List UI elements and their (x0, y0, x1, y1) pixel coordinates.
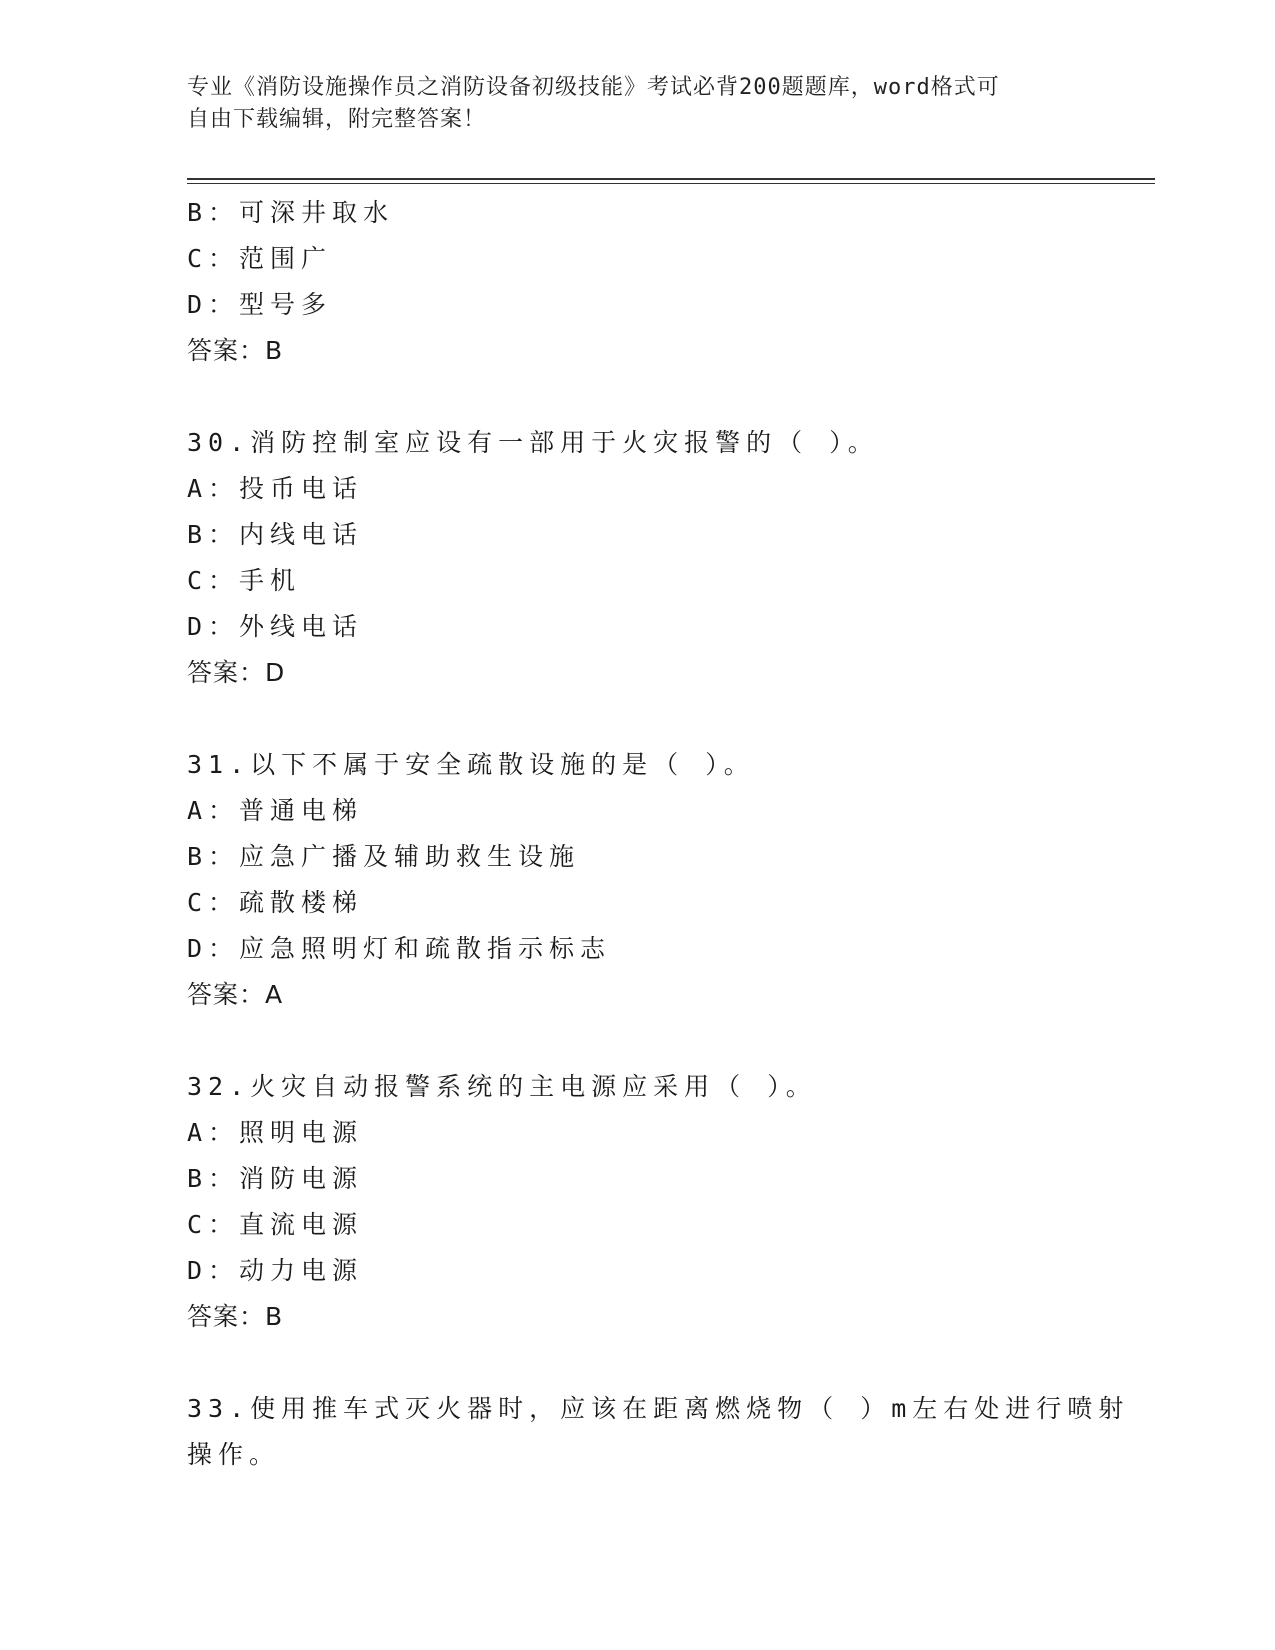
question-stem: 31.以下不属于安全疏散设施的是（ ）。 (187, 750, 755, 779)
answer-line: 答案：B (187, 1302, 284, 1331)
option-c: C：疏散楼梯 (187, 888, 364, 917)
option-d: D：外线电话 (187, 612, 364, 641)
question-stem: 32.火灾自动报警系统的主电源应采用（ ）。 (187, 1072, 817, 1101)
answer-line: 答案：D (187, 658, 286, 687)
option-a: A：照明电源 (187, 1118, 364, 1147)
option-b: B：内线电话 (187, 520, 364, 549)
question-stem-line-1: 33.使用推车式灭火器时，应该在距离燃烧物（ ）m左右处进行喷射 (187, 1394, 1130, 1423)
option-b: B：应急广播及辅助救生设施 (187, 842, 581, 871)
option-c: C：直流电源 (187, 1210, 364, 1239)
answer-line: 答案：B (187, 336, 284, 365)
question-stem-line-2: 操作。 (187, 1440, 281, 1469)
spacer (187, 1018, 1087, 1064)
question-block-30 (187, 420, 1087, 696)
question-block-32 (187, 1064, 1087, 1340)
option-a: A：普通电梯 (187, 796, 364, 825)
option-d: D：型号多 (187, 290, 333, 319)
question-list (187, 190, 1130, 1478)
question-block-prev (187, 190, 1087, 374)
question-block-31 (187, 742, 1087, 1018)
option-d: D：应急照明灯和疏散指示标志 (187, 934, 612, 963)
option-d: D：动力电源 (187, 1256, 364, 1285)
header-line-2: 自由下载编辑，附完整答案！ (187, 107, 487, 132)
question-stem: 30.消防控制室应设有一部用于火灾报警的（ ）。 (187, 428, 879, 457)
header-line-1: 专业《消防设施操作员之消防设备初级技能》考试必背200题题库，word格式可 (187, 75, 1000, 100)
header-divider (187, 178, 1155, 184)
option-b: B：可深井取水 (187, 198, 395, 227)
spacer (187, 696, 1087, 742)
spacer (187, 1340, 1087, 1386)
spacer (187, 374, 1087, 420)
option-c: C：范围广 (187, 244, 333, 273)
answer-line: 答案：A (187, 980, 284, 1009)
option-b: B：消防电源 (187, 1164, 364, 1193)
document-header (187, 72, 1067, 136)
option-a: A：投币电话 (187, 474, 364, 503)
option-c: C：手机 (187, 566, 302, 595)
question-block-33 (187, 1386, 1130, 1478)
